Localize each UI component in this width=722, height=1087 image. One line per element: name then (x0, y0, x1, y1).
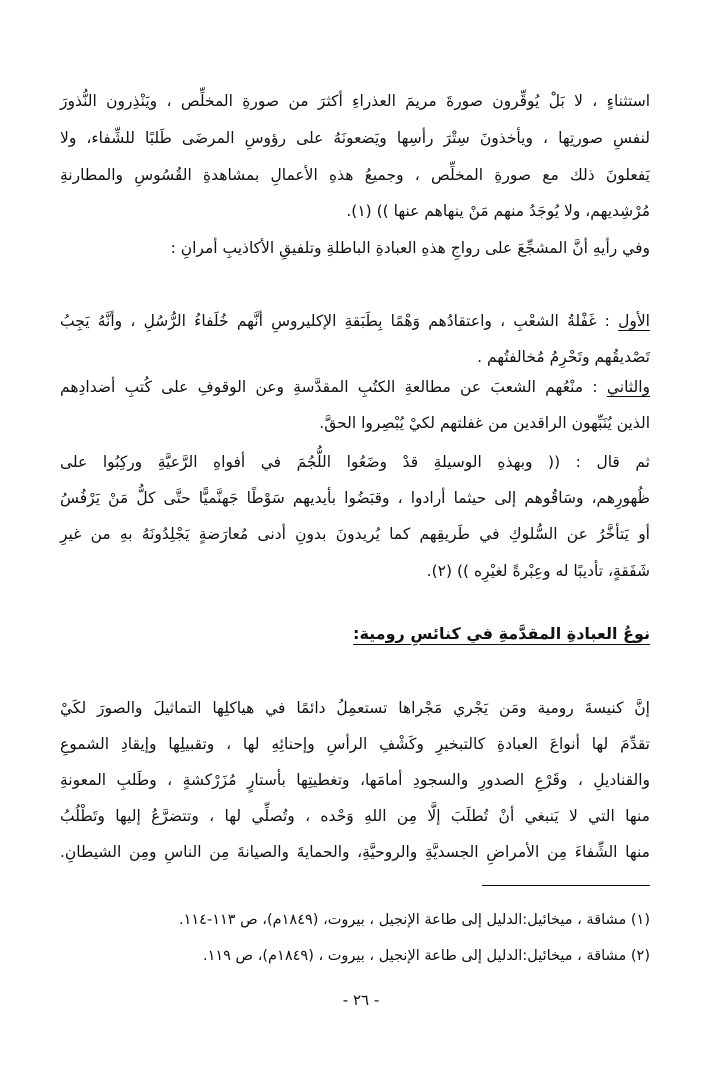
quote-line-3: أو يَتأخَّرُ عن السُّلوكِ في طَريقِهم كما يُريدونَ بدونِ أدنى مُعارَضةٍ يَجْلِدُونَهُ بهِ من غيرِ (60, 525, 650, 543)
intro-line: وفي رأيهِ أنَّ المشجِّعَ على رواجِ هذهِ العبادةِ الباطلةِ وتلفيقِ الأكاذيبِ أمرانِ : (170, 239, 650, 257)
quote-line-2: ظُهورِهم، وسَاقُوهم إلى حيثما أرادوا ، وقبَضُوا بأيديهم سَوْطًا جَهنَّميًّا حتَّى كلُّ مَنْ يَرْفُسُ (60, 489, 650, 507)
quote-line-4: شَفَقةٍ، تأديبًا له وعِبْرةً لغيْرِه )) (٢). (426, 562, 650, 580)
paragraph2-line-1: إنَّ كنيسةَ رومية ومَن يَجْري مَجْراها تستعمِلُ دائمًا في هياكلِها التماثيلَ والصورَ لكَيْ (60, 699, 650, 717)
section-heading: نوعُ العبادةِ المقدَّمةِ في كنائسِ رومية: (353, 624, 650, 643)
footnote-1: (١) مشاقة ، ميخائيل:الدليل إلى طاعة الإنجيل ، بيروت، (١٨٤٩م)، ص ١١٣-١١٤. (178, 912, 650, 928)
point1-line-1 (60, 310, 650, 332)
footnote-2: (٢) مشاقة ، ميخائيل:الدليل إلى طاعة الإنجيل ، بيروت ، (١٨٤٩م)، ص ١١٩. (202, 948, 650, 964)
point2-text-1: : منْعُهم الشعبَ عن مطالعةِ الكتُبِ المقدَّسةِ وعن الوقوفِ على كُتبِ أضدادِهم (60, 378, 607, 396)
point1-head: الأول (618, 312, 650, 330)
paragraph2-line-4: منها التي لا يَنبغي أنْ تُطلَبَ إلَّا مِن اللهِ وَحْده ، وتُصلِّي لها ، وتتضرَّعُ إليها وتَطْلُبُ (60, 807, 650, 825)
paragraph2-line-3: والقناديلِ ، وقَرْعِ الصدورِ والسجودِ أمامَها، وتغطيتِها بأستارٍ مُزَرْكشةٍ ، وطَلبِ المعونةِ (60, 771, 650, 789)
paragraph1-line-4: مُرْشِديهم، ولا يُوجَدُ منهم مَنْ ينهاهم عنها )) (١). (346, 202, 650, 220)
point1-text-1: : غَفْلةُ الشعْبِ ، واعتقادُهم وَهْمًا بِطَبَقةِ الإكليروسِ أنَّهم خُلَفاءُ الرُّسُلِ ، وأنَّهُ يَجِبُ (60, 312, 619, 330)
point1-line-2: تَصْديقُهم وتَحْرِمُ مُخالفتُهم . (477, 348, 650, 366)
quote-line-1: ثم قال : (( وبهذهِ الوسيلةِ قدْ وضَعُوا اللُّجُمَ في أفواهِ الرَّعيَّةِ وركِبُوا على (60, 453, 650, 471)
page-number: - ٢٦ - (342, 991, 380, 1009)
paragraph2-line-2: تقدِّمَ لها أنواعَ العبادةِ كالتبخيرِ وكَشْفِ الرأسِ وإحنائِهِ لها ، وتقبيلِها وإيقادِ الشموعِ (60, 735, 650, 753)
point2-line-1 (60, 376, 650, 398)
paragraph1-line-2: لنفسِ صورتِها ، ويأخذونَ سِتْرَ رأسِها ويَضعونَهُ على رؤوسِ المرضَى طَلبًا للشِّفاء، ولا (60, 129, 650, 147)
point2-line-2: الذين يُنَبِّهون الراقدين من غفلتهم لكيْ يُبْصِروا الحقَّ. (319, 414, 650, 432)
paragraph1-line-1: استثناءٍ ، لا بَلْ يُوقِّرون صورةَ مريمَ العذراءِ أكثرَ من صورةِ المخلِّص ، ويَنْذِرون النُّذورَ (60, 92, 650, 110)
paragraph2-line-5: منها الشِّفاءَ مِن الأمراضِ الجسديَّةِ والروحيَّةِ، والحمايةَ والصيانةَ مِن الناسِ ومِن الشيطانِ. (60, 843, 650, 861)
footnote-divider (482, 885, 650, 886)
paragraph1-line-3: يَفعلونَ ذلك مع صورةِ المخلِّص ، وجميعُ هذهِ الأعمالِ بمشاهدةِ القُسُوسِ والمطارنةِ (60, 166, 650, 184)
point2-head: والثاني (606, 378, 650, 396)
